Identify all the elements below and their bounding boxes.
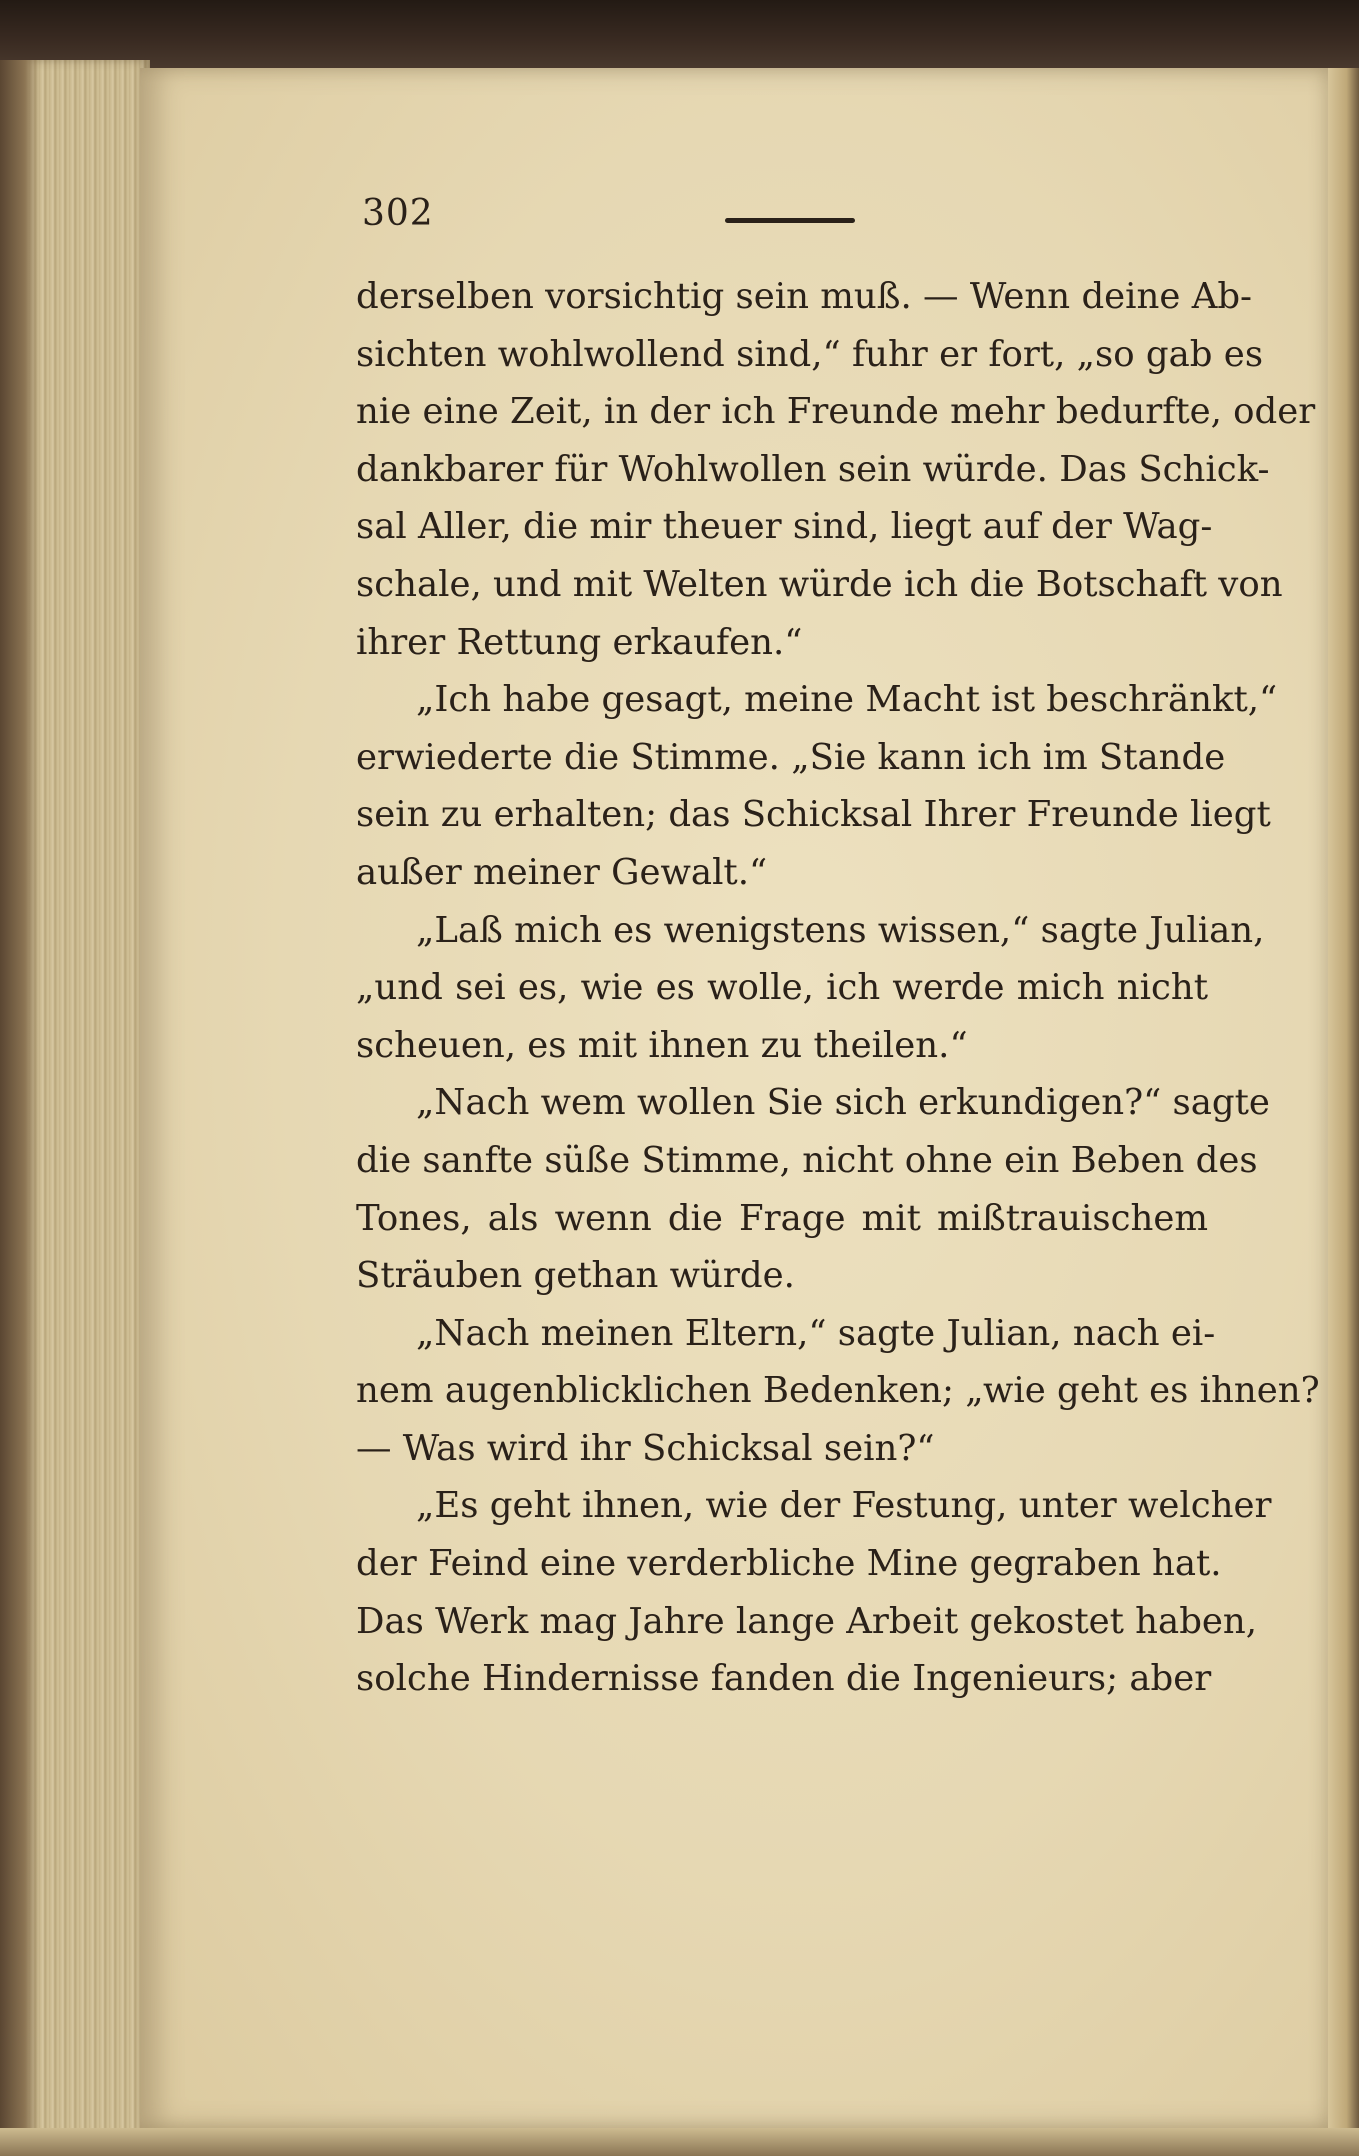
text-line: „Nach wem wollen Sie sich erkundigen?“ sagte: [416, 1082, 1270, 1124]
page-stack: [0, 60, 150, 2156]
text-line: sein zu erhalten; das Schicksal Ihrer Freunde liegt: [356, 794, 1271, 836]
text-line: außer meiner Gewalt.“: [356, 851, 768, 893]
page-right-edge: [1328, 68, 1359, 2128]
text-line: sichten wohlwollend sind,“ fuhr er fort, „so gab es: [356, 333, 1264, 375]
page-text: [356, 268, 1320, 1708]
text-line: „Laß mich es wenigstens wissen,“ sagte Julian,: [416, 909, 1265, 951]
text-line: dankbarer für Wohlwollen sein würde. Das Schick-: [356, 448, 1270, 490]
page-number: 302: [362, 193, 434, 234]
text-line: solche Hindernisse fanden die Ingenieurs; aber: [356, 1658, 1212, 1700]
text-line: Sträuben gethan würde.: [356, 1255, 795, 1297]
text-line: nem augenblicklichen Bedenken; „wie geht es ihnen?: [356, 1370, 1320, 1412]
text-line: „Nach meinen Eltern,“ sagte Julian, nach ei-: [416, 1312, 1216, 1354]
book-cover-edge: [0, 0, 1359, 70]
text-line: schale, und mit Welten würde ich die Botschaft von: [356, 563, 1283, 605]
text-line: der Feind eine verderbliche Mine gegraben hat.: [356, 1543, 1222, 1585]
page-bottom-edge: [0, 2128, 1359, 2156]
text-line: Das Werk mag Jahre lange Arbeit gekostet haben,: [356, 1600, 1258, 1642]
text-line: erwiederte die Stimme. „Sie kann ich im Stande: [356, 736, 1226, 778]
text-line: scheuen, es mit ihnen zu theilen.“: [356, 1024, 968, 1066]
text-line: Tones, als wenn die Frage mit mißtrauischem: [356, 1197, 1208, 1239]
text-line: — Was wird ihr Schicksal sein?“: [356, 1427, 935, 1469]
text-line: ihrer Rettung erkaufen.“: [356, 621, 803, 663]
text-line: sal Aller, die mir theuer sind, liegt auf der Wag-: [356, 506, 1213, 548]
text-line: „Ich habe gesagt, meine Macht ist beschränkt,“: [416, 679, 1278, 721]
text-line: „Es geht ihnen, wie der Festung, unter welcher: [416, 1485, 1272, 1527]
text-line: die sanfte süße Stimme, nicht ohne ein Beben des: [356, 1139, 1258, 1181]
text-line: derselben vorsichtig sein muß. — Wenn deine Ab-: [356, 276, 1253, 317]
header-rule: [725, 218, 855, 223]
text-line: nie eine Zeit, in der ich Freunde mehr bedurfte, oder: [356, 391, 1316, 433]
text-line: „und sei es, wie es wolle, ich werde mich nicht: [356, 967, 1208, 1009]
